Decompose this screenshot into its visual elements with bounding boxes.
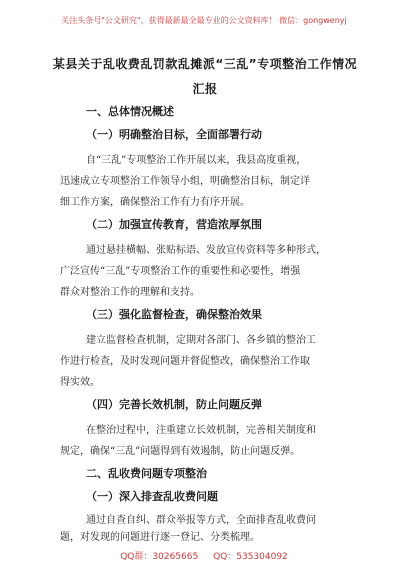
subsection-heading-1-2: （二）加强宣传教育，营造浓厚氛围 [86,218,262,231]
paragraph-line: 细工作方案，确保整治工作有力有序开展。 [60,197,250,208]
subsection-heading-2-1: （一）深入排查乱收费问题 [86,490,218,503]
paragraph-line: 自“三乱”专项整治工作开展以来，我县高度重视， [86,155,307,166]
paragraph-line: 作进行检查，及时发现问题并督促整改，确保整治工作取 [60,356,310,367]
paragraph-line: 通过悬挂横幅、张贴标语、发放宣传资料等多种形式， [86,245,326,256]
footer-contact [0,549,408,562]
top-banner: 关注头条号"公文研究"，获得最新最全最专业的公文资料库！ 微信：gongwenyj [61,16,347,25]
subsection-heading-1-3: （三）强化监督检查，确保整治效果 [86,308,262,321]
document-title-line-2: 汇报 [192,82,218,96]
paragraph-line: 在整治过程中，注重建立长效机制，完善相关制度和 [86,425,316,436]
paragraph-line: 通过自查自纠、群众举报等方式，全面排查乱收费问 [86,515,316,526]
paragraph-line: 得实效。 [60,377,100,388]
section-heading-1: 一、总体情况概述 [86,105,174,118]
paragraph-line: 迅速成立专项整治工作领导小组，明确整治目标，制定详 [60,176,310,187]
footer-qq: QQ：535304092 [213,552,288,562]
subsection-heading-1-4: （四）完善长效机制，防止问题反弹 [86,398,262,411]
document-title-line-1: 某县关于乱收费乱罚款乱摊派“三乱”专项整治工作情况 [52,57,358,71]
paragraph-line: 规定，确保“三乱”问题得到有效遏制，防止问题反弹。 [60,446,301,457]
paragraph-line: 建立监督检查机制，定期对各部门、各乡镇的整治工 [86,335,316,346]
section-heading-2: 二、乱收费问题专项整治 [86,467,207,480]
paragraph-line: 题，对发现的问题进行逐一登记、分类梳理。 [60,532,260,543]
paragraph-line: 群众对整治工作的理解和支持。 [60,287,200,298]
paragraph-line: 广泛宣传“三乱”专项整治工作的重要性和必要性，增强 [60,266,301,277]
subsection-heading-1-1: （一）明确整治目标，全面部署行动 [86,128,262,141]
footer-qq-group: QQ群：30265665 [120,552,199,562]
